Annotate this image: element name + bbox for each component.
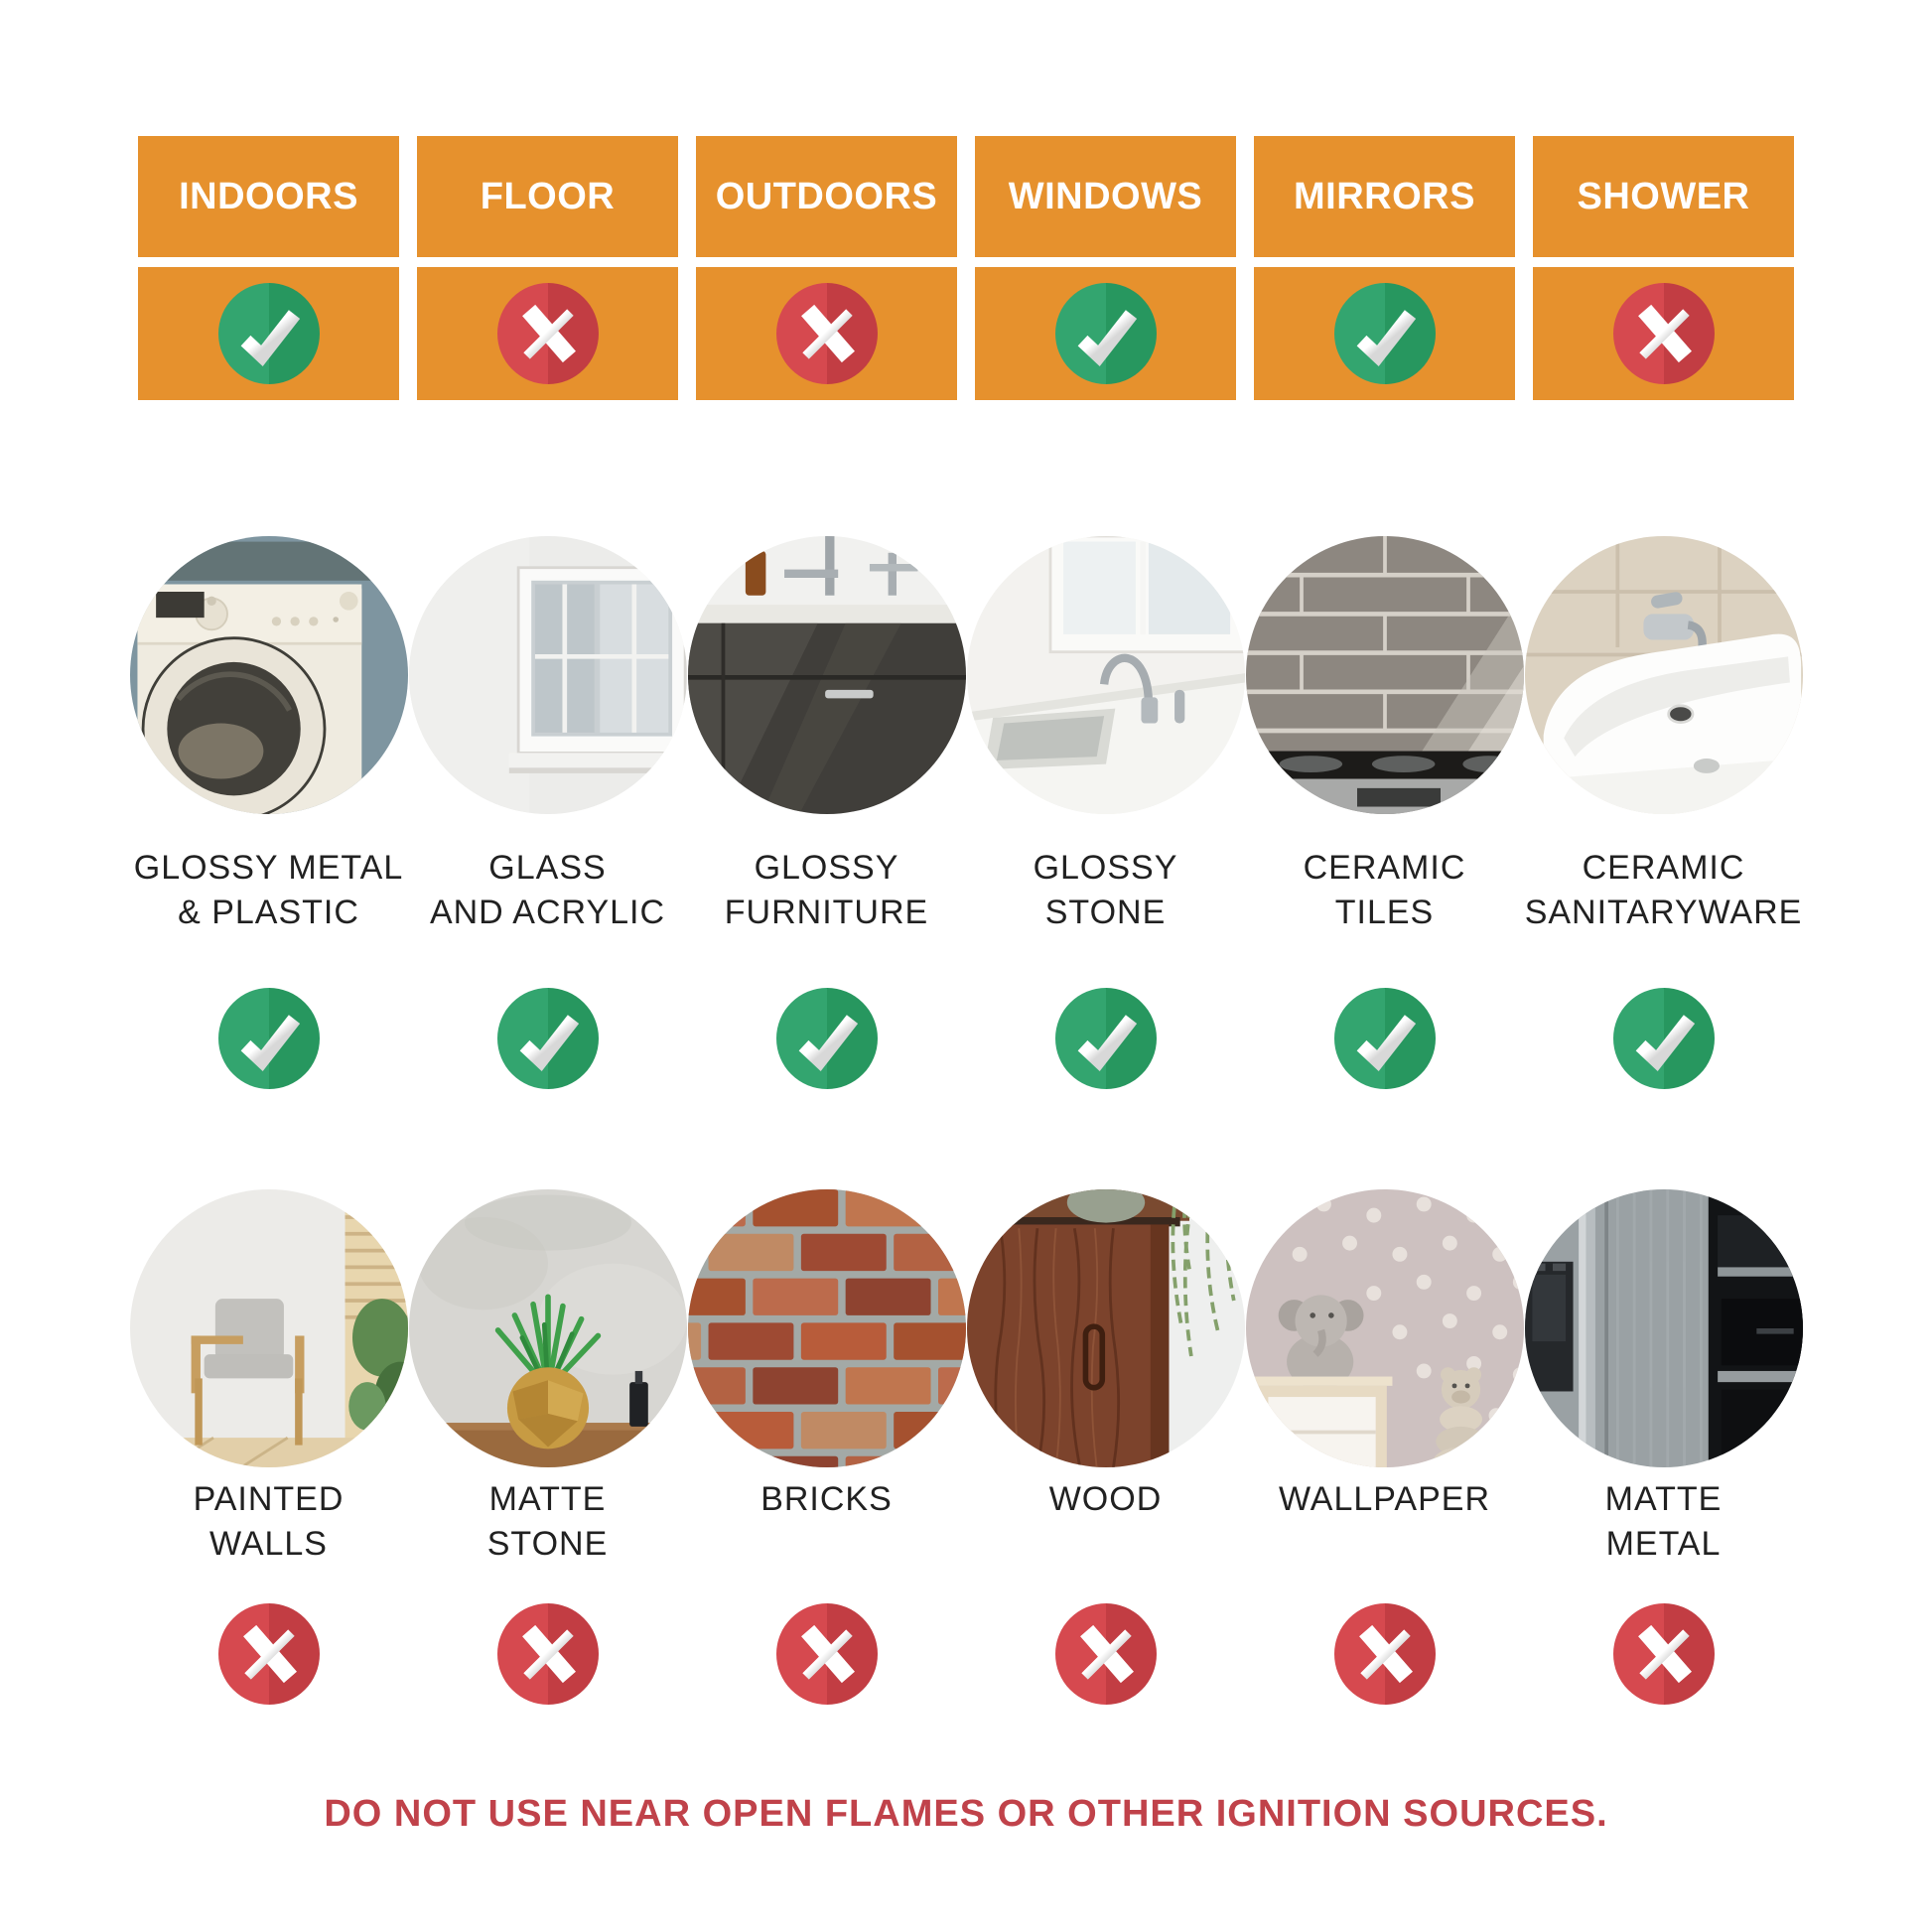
surface-label: CERAMIC TILES <box>1303 849 1466 931</box>
status-cell-floor <box>417 267 678 400</box>
status-unsuitable <box>776 1603 878 1705</box>
status-unsuitable <box>218 1603 320 1705</box>
photo-brick-wall <box>688 1189 966 1467</box>
column-header-outdoors: OUTDOORS <box>696 136 957 257</box>
surface-label: PAINTED WALLS <box>193 1480 345 1563</box>
photo-nursery-wallpaper <box>1246 1189 1524 1467</box>
column-header-floor: FLOOR <box>417 136 678 257</box>
suitable-photos-row <box>138 536 1794 814</box>
status-suitable <box>1613 988 1715 1089</box>
surface-label: WOOD <box>1048 1480 1163 1518</box>
unsuitable-photos-row <box>138 1189 1794 1467</box>
status-suitable <box>776 988 878 1089</box>
status-cell-outdoors <box>696 267 957 400</box>
check-icon <box>1055 988 1157 1089</box>
column-header-windows: WINDOWS <box>975 136 1236 257</box>
cross-icon <box>1334 1603 1436 1705</box>
surface-label: BRICKS <box>760 1480 893 1518</box>
status-cell-windows <box>975 267 1236 400</box>
photo-concrete-wall-plant <box>409 1189 687 1467</box>
column-header-indoors: INDOORS <box>138 136 399 257</box>
unsuitable-labels-row <box>138 1477 1794 1567</box>
cross-icon <box>1613 1603 1715 1705</box>
photo-stainless-fridge <box>1525 1189 1803 1467</box>
surface-label: GLASS AND ACRYLIC <box>429 849 666 931</box>
status-cell-mirrors <box>1254 267 1515 400</box>
photo-kitchen-counter-sink <box>967 536 1245 814</box>
photo-wooden-cabinet <box>967 1189 1245 1467</box>
check-icon <box>1613 988 1715 1089</box>
status-unsuitable <box>1055 1603 1157 1705</box>
surface-label: WALLPAPER <box>1278 1480 1491 1518</box>
cross-icon <box>776 283 878 384</box>
status-suitable <box>497 988 599 1089</box>
suitable-marks-row <box>138 988 1794 1089</box>
photo-white-basin <box>1525 536 1803 814</box>
status-unsuitable <box>1613 1603 1715 1705</box>
status-unsuitable <box>497 1603 599 1705</box>
cross-icon <box>776 1603 878 1705</box>
status-suitable <box>1055 988 1157 1089</box>
cross-icon <box>1055 1603 1157 1705</box>
check-icon <box>497 988 599 1089</box>
usage-table <box>138 136 1794 400</box>
photo-painted-wall-chair <box>130 1189 408 1467</box>
column-header-mirrors: MIRRORS <box>1254 136 1515 257</box>
check-icon <box>1334 283 1436 384</box>
surface-label: GLOSSY METAL & PLASTIC <box>133 849 404 931</box>
photo-washing-machine <box>130 536 408 814</box>
cross-icon <box>497 283 599 384</box>
surface-label: GLOSSY FURNITURE <box>724 849 929 931</box>
status-unsuitable <box>1334 1603 1436 1705</box>
unsuitable-marks-row <box>138 1603 1794 1705</box>
check-icon <box>1334 988 1436 1089</box>
check-icon <box>1055 283 1157 384</box>
cross-icon <box>1613 283 1715 384</box>
status-suitable <box>1334 988 1436 1089</box>
suitable-labels-row <box>133 846 1803 935</box>
surface-label: GLOSSY STONE <box>1033 849 1178 931</box>
check-icon <box>218 283 320 384</box>
cross-icon <box>497 1603 599 1705</box>
surface-label: CERAMIC SANITARYWARE <box>1524 849 1803 931</box>
cross-icon <box>218 1603 320 1705</box>
column-header-shower: SHOWER <box>1533 136 1794 257</box>
photo-window-on-wall <box>409 536 687 814</box>
photo-glossy-wall-tiles <box>1246 536 1524 814</box>
status-cell-shower <box>1533 267 1794 400</box>
surface-label: MATTE STONE <box>486 1480 609 1563</box>
photo-dark-glossy-cabinet <box>688 536 966 814</box>
flame-warning-text: DO NOT USE NEAR OPEN FLAMES OR OTHER IGNITION SOURCES. <box>324 1793 1608 1835</box>
status-cell-indoors <box>138 267 399 400</box>
status-suitable <box>218 988 320 1089</box>
surface-label: MATTE METAL <box>1604 1480 1723 1563</box>
check-icon <box>218 988 320 1089</box>
check-icon <box>776 988 878 1089</box>
